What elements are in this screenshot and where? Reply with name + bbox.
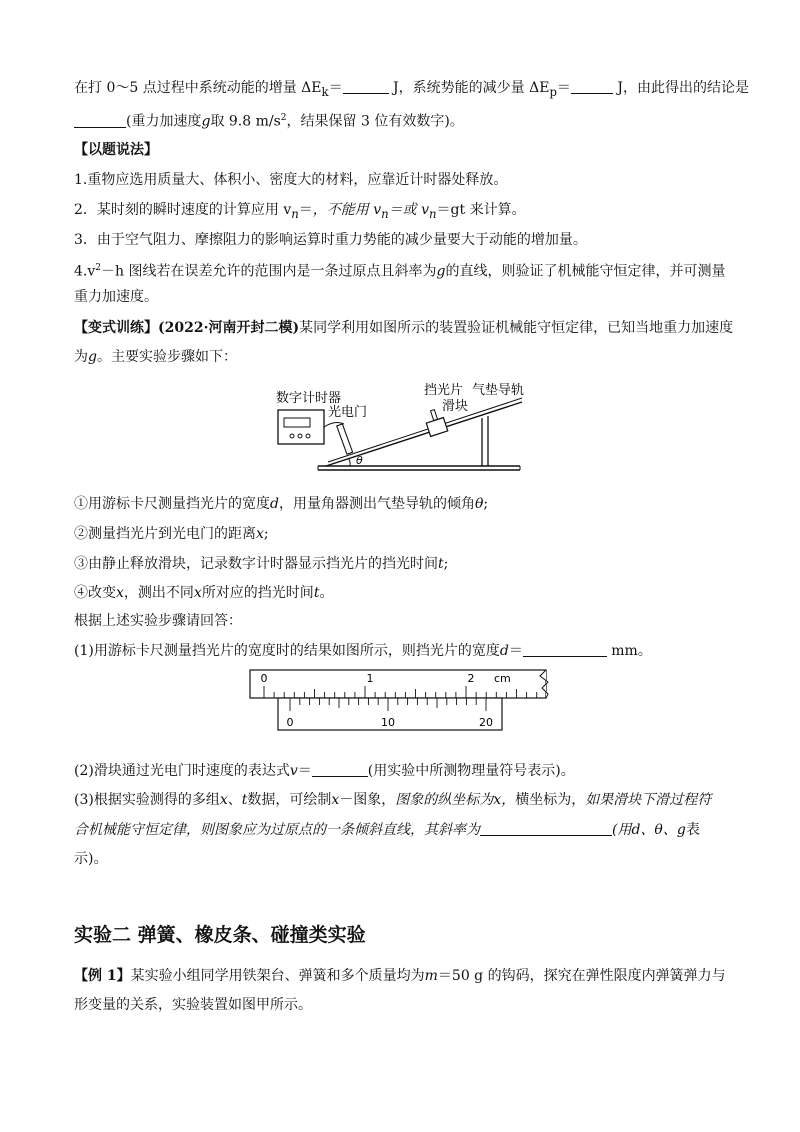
list-item: 1.重物应选用质量大、体积小、密度大的材料，应靠近计时器处释放。 xyxy=(74,172,508,188)
vernier-label-10: 10 xyxy=(381,716,395,729)
step-item: ③由静止释放滑块，记录数字计时器显示挡光片的挡光时间t; xyxy=(74,556,449,572)
step-item: ②测量挡光片到光电门的距离x; xyxy=(74,526,269,542)
vernier-label-20: 20 xyxy=(479,716,493,729)
list-item: 2．某时刻的瞬时速度的计算应用 $v_n=$，不能用 $v_n=$或 $v_n=gt$ 来计算。 xyxy=(74,202,526,221)
slider-block xyxy=(426,418,447,437)
step-item: ①用游标卡尺测量挡光片的宽度d，用量角器测出气垫导轨的倾角θ; xyxy=(74,496,489,512)
main-label-0: 0 xyxy=(260,672,268,685)
text-line: 根据上述实验步骤请回答： xyxy=(74,613,242,629)
answer-blank[interactable] xyxy=(571,79,613,94)
text-line: (重力加速度g取 9.8 $m/s^2$，结果保留 3 位有效数字)。 xyxy=(74,108,464,132)
track-label: 气垫导轨 xyxy=(472,383,525,398)
question-1: (1)用游标卡尺测量挡光片的宽度时的结果如图所示，则挡光片的宽度d＝ mm。 xyxy=(74,643,652,659)
answer-blank[interactable] xyxy=(74,113,126,128)
gate-label: 光电门 xyxy=(328,405,368,420)
question-2: (2)滑块通过光电门时速度的表达式v＝ (用实验中所测物理量符号表示)。 xyxy=(74,763,575,779)
list-item: 3．由于空气阻力、摩擦阻力的影响运算时重力势能的减少量要大于动能的增加量。 xyxy=(74,232,587,248)
slider-label: 滑块 xyxy=(442,399,469,414)
question-3: (3)根据实验测得的多组x、t数据，可绘制x－图象，图象的纵坐标为x，横坐标为，如果滑块下滑过程符 xyxy=(74,792,712,808)
timer-label: 数字计时器 xyxy=(276,391,342,406)
angle-label: θ xyxy=(356,454,363,467)
text-line: 为g。主要实验步骤如下： xyxy=(74,349,237,365)
section-2-title: 实验二 弹簧、橡皮条、碰撞类实验 xyxy=(74,924,366,946)
text-line: 在打 0～5 点过程中系统动能的增量 $\Delta E_k= J$，系统势能的减少量 $\Delta E_p= J$，由此得出的结论是 xyxy=(74,80,749,99)
list-item: 重力加速度。 xyxy=(74,289,158,305)
main-label-2: 2 xyxy=(467,672,475,685)
main-label-1: 1 xyxy=(366,672,374,685)
list-item: $4.v^2-h$ 图线若在误差允许的范围内是一条过原点且斜率为g的直线，则验证了机械能守恒定律，并可测量 xyxy=(74,263,726,280)
air-track-figure xyxy=(270,380,540,476)
vernier-label-0: 0 xyxy=(286,716,294,729)
answer-blank[interactable] xyxy=(523,642,607,657)
answer-blank[interactable] xyxy=(312,762,368,777)
example-1-cont: 形变量的关系，实验装置如图甲所示。 xyxy=(74,997,312,1013)
practice-header: 【变式训练】(2022·河南开封二模)某同学利用如图所示的装置验证机械能守恒定律，已知当地重力加速度 xyxy=(74,320,734,336)
shade-label: 挡光片 xyxy=(424,383,464,398)
unit-label: cm xyxy=(494,672,511,685)
section-label: 【以题说法】 xyxy=(74,142,158,158)
vernier-caliper-figure xyxy=(244,668,560,734)
step-item: ④改变x，测出不同x所对应的挡光时间t。 xyxy=(74,585,334,601)
answer-blank[interactable] xyxy=(480,821,612,836)
example-1: 【例 1】某实验小组同学用铁架台、弹簧和多个质量均为m＝50 g 的钩码，探究在弹性限度内弹簧弹力与 xyxy=(74,968,726,984)
question-3-cont: 合机械能守恒定律，则图象应为过原点的一条倾斜直线，其斜率为 (用d、θ、g表 xyxy=(74,822,700,838)
shading-plate xyxy=(431,410,438,421)
photogate xyxy=(337,424,353,454)
answer-blank[interactable] xyxy=(343,79,389,94)
question-3-end: 示)。 xyxy=(74,851,108,867)
